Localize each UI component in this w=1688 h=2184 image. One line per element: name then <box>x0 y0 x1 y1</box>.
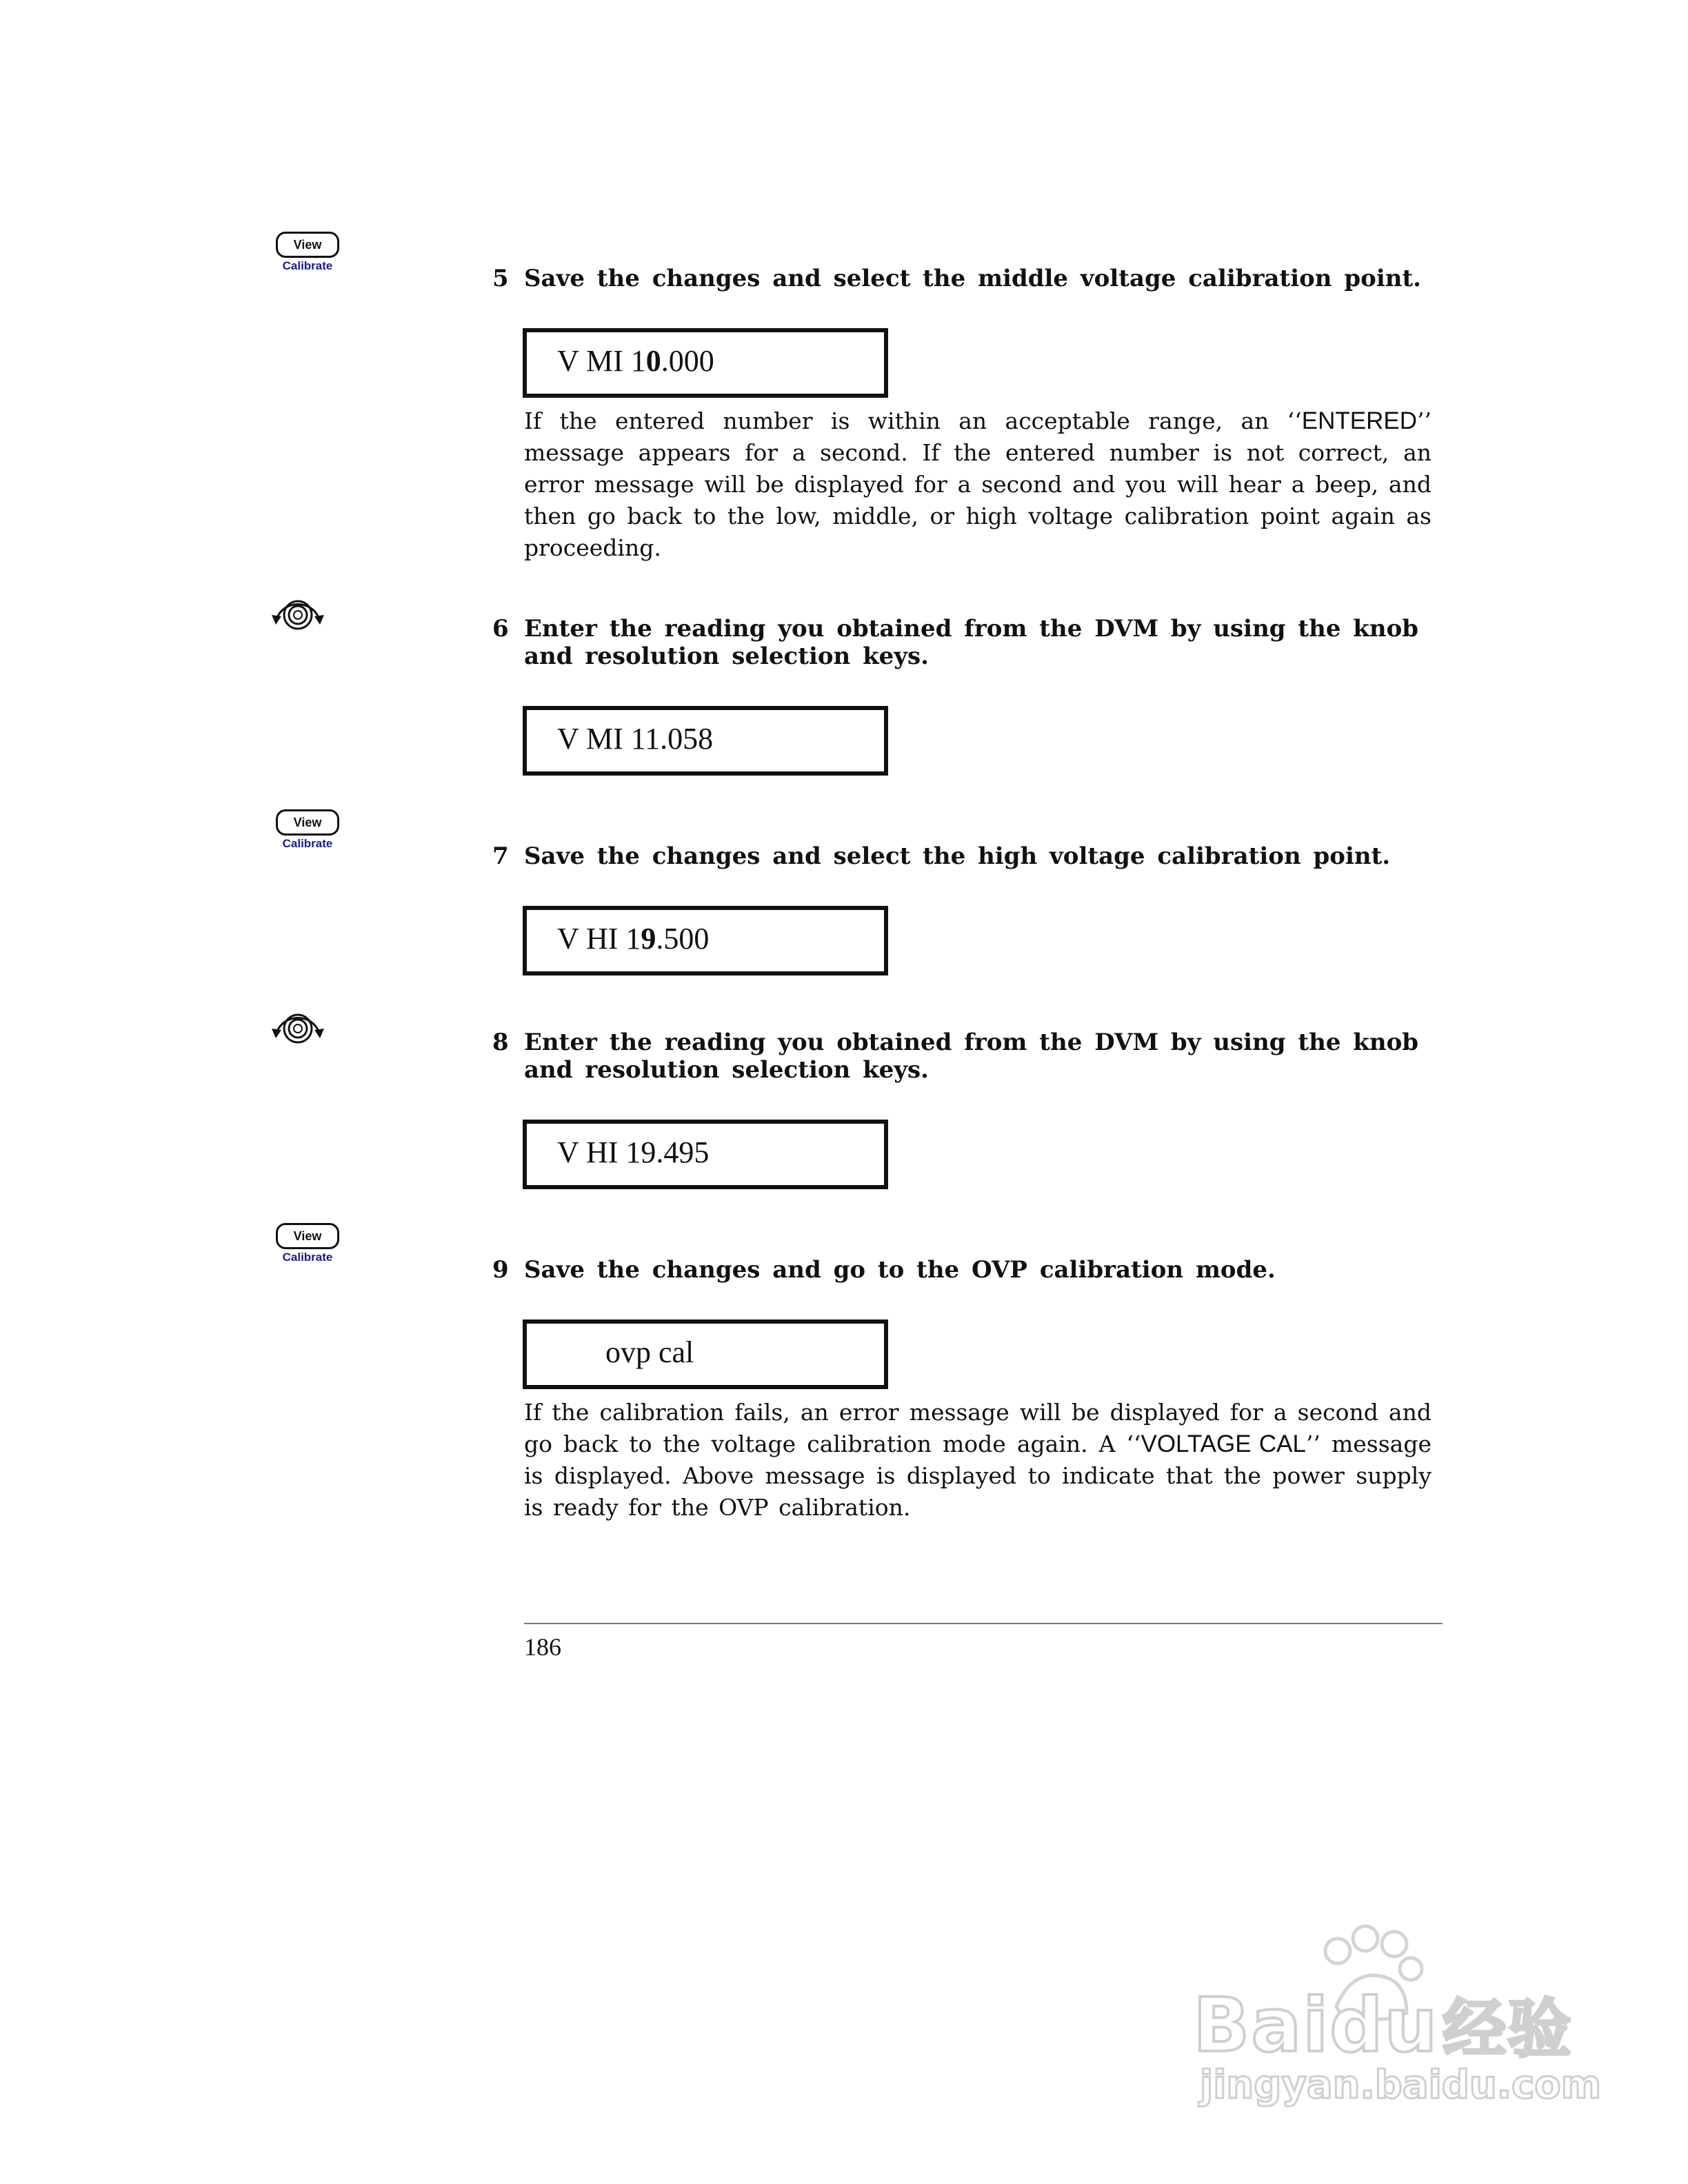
lcd-display-v-mi-reading <box>523 706 888 776</box>
baidu-jingyan-watermark <box>1179 1903 1602 2110</box>
lcd-text: .000 <box>661 344 714 378</box>
lcd-cursor-digit: 0 <box>645 344 661 378</box>
step-number: 6 <box>492 615 509 643</box>
step-text: Save the changes and select the middle voltage calibration point. <box>524 265 1421 292</box>
knob-icon <box>269 1004 331 1052</box>
view-calibrate-key-3 <box>274 1223 343 1264</box>
step-text: Save the changes and go to the OVP calibration mode. <box>524 1256 1276 1284</box>
step-number: 8 <box>492 1029 509 1056</box>
step-5-heading <box>492 265 1437 292</box>
step-8-heading <box>492 1029 1437 1084</box>
step-text: Save the changes and select the high voltage calibration point. <box>524 842 1391 870</box>
view-key-label: View <box>276 232 339 258</box>
page-number: 186 <box>524 1633 561 1661</box>
lcd-cursor-digit: 9 <box>641 922 656 956</box>
step-7-heading <box>492 842 1437 870</box>
calibrate-key-label: Calibrate <box>282 259 333 272</box>
step-text: Enter the reading you obtained from the DVM by using the knob and resolution selection keys. <box>524 615 1419 670</box>
calibration-fail-paragraph: If the calibration fails, an error message will be displayed for a second and go back to the voltage calibration mode again. A ‘‘VOLTAGE CAL’’ message is displayed. Above message is displayed to indicate that the power supply is ready for the OVP calibration. <box>524 1399 1431 1521</box>
view-calibrate-key-1 <box>274 232 343 273</box>
lcd-text: V MI 1 <box>557 344 646 378</box>
view-calibrate-key-2 <box>274 809 343 851</box>
lcd-display-v-mi-setpoint <box>523 328 888 398</box>
view-key-label: View <box>276 1223 339 1249</box>
watermark-brand: Baidu <box>1193 1983 1439 2069</box>
lcd-display-v-hi-setpoint <box>523 906 888 975</box>
knob-icon <box>269 590 331 638</box>
step-9-heading <box>492 1256 1437 1284</box>
calibrate-key-label: Calibrate <box>282 1251 333 1264</box>
lcd-text: V HI 1 <box>557 922 641 956</box>
lcd-text: .500 <box>656 922 710 956</box>
footer-rule <box>524 1623 1443 1624</box>
watermark-cn: 经验 <box>1443 1992 1573 2066</box>
entered-paragraph: If the entered number is within an acceptable range, an ‘‘ENTERED’’ message appears for a second. If the entered number is not correct, an error message will be displayed for a second and you will hear a beep, and then go back to the low, middle, or high voltage calibration point again as proceeding. <box>524 407 1431 561</box>
step-6-heading <box>492 615 1437 670</box>
calibrate-key-label: Calibrate <box>282 837 333 850</box>
lcd-text: ovp cal <box>605 1335 694 1369</box>
step-text: Enter the reading you obtained from the DVM by using the knob and resolution selection keys. <box>524 1029 1419 1084</box>
step-number: 5 <box>492 265 509 292</box>
lcd-text: V HI 19.495 <box>557 1135 710 1169</box>
watermark-url: jingyan.baidu.com <box>1200 2063 1602 2107</box>
step-number: 9 <box>492 1256 509 1284</box>
lcd-display-v-hi-reading <box>523 1120 888 1189</box>
lcd-display-ovp-cal <box>523 1320 888 1389</box>
step-number: 7 <box>492 842 509 870</box>
view-key-label: View <box>276 809 339 836</box>
lcd-text: V MI 11.058 <box>557 722 714 756</box>
